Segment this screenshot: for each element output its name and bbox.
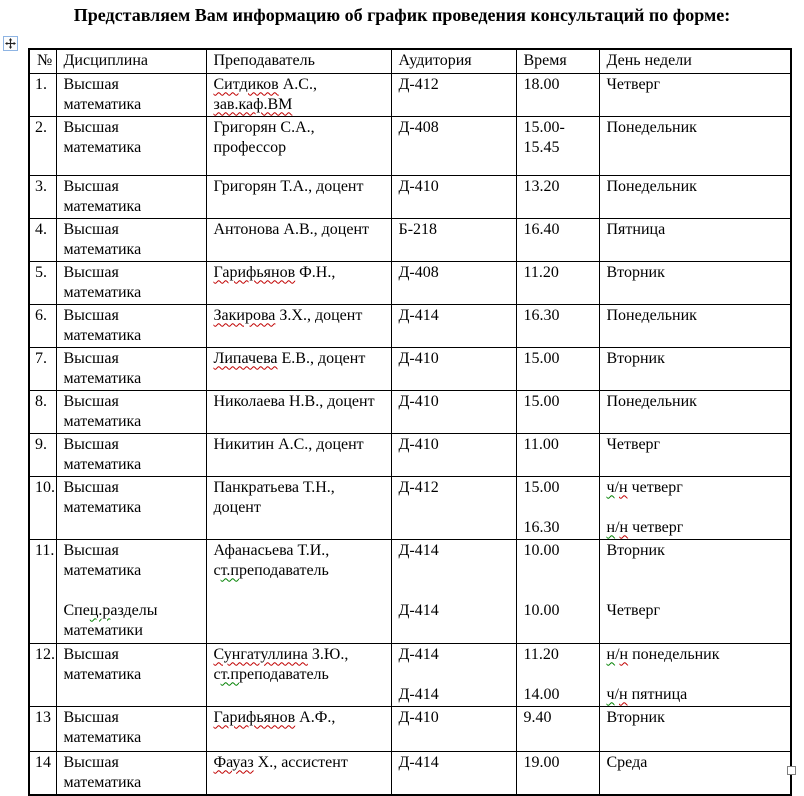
cell-num[interactable] bbox=[29, 347, 56, 390]
cell-discipline[interactable] bbox=[56, 261, 206, 304]
cell-discipline[interactable] bbox=[56, 175, 206, 218]
cell-line: математика bbox=[63, 728, 142, 746]
row-number: 13 bbox=[35, 708, 51, 726]
cell-discipline[interactable] bbox=[56, 433, 206, 476]
text-segment: З.Х., доцент bbox=[275, 306, 363, 324]
column-header-2[interactable]: Преподаватель bbox=[206, 49, 391, 73]
cell-line bbox=[214, 75, 387, 95]
text-segment: Ф.Н., bbox=[295, 263, 336, 281]
cell-time[interactable] bbox=[516, 390, 599, 433]
cell-line: Д-410 bbox=[398, 435, 439, 453]
cell-time[interactable] bbox=[516, 347, 599, 390]
column-header-1[interactable]: Дисциплина bbox=[56, 49, 206, 73]
row-number: 5. bbox=[35, 263, 47, 281]
spellcheck-marked-text: Липачева bbox=[213, 349, 278, 367]
column-header-3[interactable]: Аудитория bbox=[391, 49, 516, 73]
text-segment: четверг bbox=[628, 518, 684, 536]
cell-line bbox=[399, 665, 512, 685]
cell-room[interactable] bbox=[391, 539, 516, 643]
cell-day[interactable] bbox=[599, 433, 791, 476]
row-number: 8. bbox=[35, 392, 47, 410]
cell-line bbox=[214, 665, 387, 685]
spellcheck-marked-text: Сунгатуллина bbox=[213, 645, 308, 663]
cell-time[interactable] bbox=[516, 218, 599, 261]
cell-line: Высшая bbox=[63, 645, 119, 663]
cell-line: математика bbox=[63, 283, 142, 301]
cell-discipline[interactable] bbox=[56, 390, 206, 433]
cell-line: Николаева Н.В., доцент bbox=[213, 392, 375, 410]
cell-line: математика bbox=[63, 498, 142, 516]
cell-line: математика bbox=[63, 138, 142, 156]
cell-line: Высшая bbox=[63, 478, 119, 496]
cell-line: математики bbox=[63, 621, 143, 639]
row-number: 14 bbox=[35, 753, 51, 771]
cell-line: Высшая bbox=[63, 220, 119, 238]
cell-line: математика bbox=[63, 665, 142, 683]
cell-line bbox=[214, 708, 387, 728]
text-segment: Е.В., доцент bbox=[277, 349, 366, 367]
cell-line bbox=[214, 306, 387, 326]
cell-line bbox=[607, 518, 787, 538]
cell-line bbox=[214, 95, 387, 115]
cell-day[interactable] bbox=[599, 73, 791, 116]
row-number: 6. bbox=[35, 306, 47, 324]
consultation-schedule-table bbox=[28, 48, 792, 796]
cell-line bbox=[214, 561, 387, 581]
row-number: 7. bbox=[35, 349, 47, 367]
table-row bbox=[29, 390, 791, 433]
cell-line: Высшая bbox=[63, 263, 119, 281]
cell-line: Д-414 bbox=[398, 306, 439, 324]
cell-line bbox=[399, 561, 512, 581]
cell-teacher[interactable] bbox=[206, 218, 391, 261]
cell-line: 11.20 bbox=[523, 263, 559, 281]
cell-time[interactable] bbox=[516, 261, 599, 304]
cell-line: Д-410 bbox=[398, 349, 439, 367]
cell-line: 16.40 bbox=[523, 220, 560, 238]
spellcheck-marked-text: н bbox=[619, 685, 628, 703]
cell-num[interactable] bbox=[29, 261, 56, 304]
cell-room[interactable] bbox=[391, 390, 516, 433]
text-segment: четверг bbox=[627, 478, 683, 496]
cell-line: математика bbox=[63, 240, 142, 258]
table-move-handle[interactable] bbox=[3, 36, 18, 51]
cell-teacher[interactable] bbox=[206, 476, 391, 539]
cell-line: Пятница bbox=[606, 220, 666, 238]
cell-line: Никитин А.С., доцент bbox=[213, 435, 364, 453]
cell-num[interactable] bbox=[29, 539, 56, 643]
table-row bbox=[29, 476, 791, 539]
cell-room[interactable] bbox=[391, 643, 516, 706]
cell-day[interactable] bbox=[599, 116, 791, 175]
column-header-0[interactable]: № bbox=[29, 49, 56, 73]
cell-time[interactable] bbox=[516, 539, 599, 643]
cell-line: 18.00 bbox=[523, 75, 560, 93]
cell-room[interactable] bbox=[391, 476, 516, 539]
text-segment: Спе bbox=[63, 601, 90, 619]
text-segment: азделы bbox=[110, 601, 158, 619]
cell-room[interactable] bbox=[391, 73, 516, 116]
spellcheck-marked-text: Закирова bbox=[213, 306, 276, 324]
cell-line bbox=[607, 665, 787, 685]
cell-teacher[interactable] bbox=[206, 706, 391, 751]
cell-day[interactable] bbox=[599, 476, 791, 539]
cell-line: Вторник bbox=[606, 541, 665, 559]
cell-line: 11.00 bbox=[523, 435, 559, 453]
cell-teacher[interactable] bbox=[206, 390, 391, 433]
cell-num[interactable] bbox=[29, 116, 56, 175]
text-segment: А.С., bbox=[278, 75, 317, 93]
cell-line: 19.00 bbox=[523, 753, 560, 771]
cell-line: 10.00 bbox=[523, 601, 560, 619]
cell-line bbox=[524, 581, 595, 601]
cell-line bbox=[607, 645, 787, 665]
cell-num[interactable] bbox=[29, 751, 56, 795]
cell-day[interactable] bbox=[599, 539, 791, 643]
cell-line: Понедельник bbox=[606, 118, 697, 136]
table-row bbox=[29, 751, 791, 795]
text-segment: понедельник bbox=[628, 645, 720, 663]
cell-teacher[interactable] bbox=[206, 261, 391, 304]
cell-line bbox=[214, 645, 387, 665]
cell-line bbox=[607, 685, 787, 705]
cell-day[interactable] bbox=[599, 347, 791, 390]
table-row bbox=[29, 116, 791, 175]
cell-line bbox=[524, 498, 595, 518]
cell-time[interactable] bbox=[516, 433, 599, 476]
text-segment: Х., ассистент bbox=[253, 753, 348, 771]
text-segment: / bbox=[614, 478, 619, 496]
row-number: 2. bbox=[35, 118, 47, 136]
table-row bbox=[29, 73, 791, 116]
text-segment: реподаватель bbox=[238, 665, 329, 683]
row-number: 11. bbox=[35, 541, 55, 559]
cell-line bbox=[64, 581, 202, 601]
cell-num[interactable] bbox=[29, 73, 56, 116]
cell-line: Высшая bbox=[63, 392, 119, 410]
cell-line: Вторник bbox=[606, 708, 665, 726]
table-row bbox=[29, 706, 791, 751]
row-number: 10. bbox=[35, 478, 55, 496]
cell-day[interactable] bbox=[599, 390, 791, 433]
cell-line: Четверг bbox=[606, 601, 661, 619]
cell-time[interactable] bbox=[516, 116, 599, 175]
cell-line bbox=[214, 263, 387, 283]
cell-time[interactable] bbox=[516, 304, 599, 347]
cell-line: Д-408 bbox=[398, 263, 439, 281]
row-number: 3. bbox=[35, 177, 47, 195]
cell-room[interactable] bbox=[391, 347, 516, 390]
cell-line: 14.00 bbox=[523, 685, 560, 703]
spellcheck-marked-text: н bbox=[619, 478, 628, 496]
spellcheck-marked-text: Ситдиков bbox=[213, 75, 279, 93]
spellcheck-marked-text: Гарифьянов bbox=[213, 708, 296, 726]
cell-room[interactable] bbox=[391, 218, 516, 261]
cell-time[interactable] bbox=[516, 706, 599, 751]
cell-line: Понедельник bbox=[606, 392, 697, 410]
cell-time[interactable] bbox=[516, 476, 599, 539]
cell-line: математика bbox=[63, 561, 142, 579]
row-number: 4. bbox=[35, 220, 47, 238]
table-row bbox=[29, 433, 791, 476]
cell-line: Антонова А.В., доцент bbox=[213, 220, 369, 238]
cell-room[interactable] bbox=[391, 261, 516, 304]
cell-num[interactable] bbox=[29, 706, 56, 751]
cell-line: Понедельник bbox=[606, 177, 697, 195]
cell-teacher[interactable] bbox=[206, 175, 391, 218]
cell-line: Высшая bbox=[63, 753, 119, 771]
cell-discipline[interactable] bbox=[56, 218, 206, 261]
cell-line bbox=[524, 665, 595, 685]
cell-line: Четверг bbox=[606, 435, 661, 453]
cell-line: Д-410 bbox=[398, 392, 439, 410]
cell-num[interactable] bbox=[29, 218, 56, 261]
page-title[interactable]: Представляем Вам информацию об график проведения консультаций по форме: bbox=[73, 5, 731, 25]
cell-teacher[interactable] bbox=[206, 73, 391, 116]
cell-day[interactable] bbox=[599, 706, 791, 751]
cell-line: Панкратьева Т.Н., bbox=[213, 478, 335, 496]
cell-line: Д-414 bbox=[398, 645, 439, 663]
cell-line: Д-414 bbox=[398, 601, 439, 619]
cell-line: 16.30 bbox=[523, 306, 560, 324]
cell-room[interactable] bbox=[391, 433, 516, 476]
cell-line: Четверг bbox=[606, 75, 661, 93]
cell-line: Д-412 bbox=[398, 478, 439, 496]
column-header-5[interactable]: День недели bbox=[599, 49, 791, 73]
cell-teacher[interactable] bbox=[206, 116, 391, 175]
cell-line bbox=[64, 601, 202, 621]
cell-teacher[interactable] bbox=[206, 433, 391, 476]
cell-line bbox=[607, 478, 787, 498]
cell-line: Д-414 bbox=[398, 685, 439, 703]
cell-line: Д-410 bbox=[398, 708, 439, 726]
spellcheck-marked-text: н bbox=[619, 518, 629, 536]
cell-line: Высшая bbox=[63, 177, 119, 195]
cell-line: математика bbox=[63, 455, 142, 473]
row-number: 12. bbox=[35, 645, 55, 663]
cell-line: 16.30 bbox=[523, 518, 560, 536]
text-segment: / bbox=[614, 685, 619, 703]
spellcheck-marked-text: ч bbox=[606, 685, 615, 703]
cell-line bbox=[214, 753, 387, 773]
cell-line bbox=[607, 581, 787, 601]
cell-line: Вторник bbox=[606, 263, 665, 281]
cell-teacher[interactable] bbox=[206, 347, 391, 390]
cell-teacher[interactable] bbox=[206, 539, 391, 643]
cell-line bbox=[214, 283, 387, 303]
cell-num[interactable] bbox=[29, 175, 56, 218]
cell-discipline[interactable] bbox=[56, 476, 206, 539]
cell-day[interactable] bbox=[599, 218, 791, 261]
table-row bbox=[29, 175, 791, 218]
cell-line: Понедельник bbox=[606, 306, 697, 324]
cell-num[interactable] bbox=[29, 390, 56, 433]
spellcheck-marked-text: т.п bbox=[220, 665, 239, 683]
table-row bbox=[29, 347, 791, 390]
cell-line: Высшая bbox=[63, 75, 119, 93]
cell-line: математика bbox=[63, 95, 142, 113]
cell-discipline[interactable] bbox=[56, 706, 206, 751]
cell-line: Д-408 bbox=[398, 118, 439, 136]
spellcheck-marked-text: н bbox=[606, 518, 616, 536]
cell-line bbox=[399, 581, 512, 601]
text-segment: / bbox=[615, 645, 620, 663]
table-header-row bbox=[29, 49, 791, 73]
cell-line: математика bbox=[63, 197, 142, 215]
cell-discipline[interactable] bbox=[56, 116, 206, 175]
cell-time[interactable] bbox=[516, 751, 599, 795]
cell-line: 10.00 bbox=[523, 541, 560, 559]
table-row bbox=[29, 261, 791, 304]
spellcheck-marked-text: Фауаз bbox=[213, 753, 254, 771]
cell-discipline[interactable] bbox=[56, 347, 206, 390]
cell-line: математика bbox=[63, 412, 142, 430]
row-number: 1. bbox=[35, 75, 47, 93]
cell-discipline[interactable] bbox=[56, 304, 206, 347]
cell-room[interactable] bbox=[391, 304, 516, 347]
cell-line: Григорян Т.А., доцент bbox=[213, 177, 364, 195]
cell-line: Д-410 bbox=[398, 177, 439, 195]
cell-day[interactable] bbox=[599, 751, 791, 795]
text-segment: реподаватель bbox=[238, 561, 329, 579]
cell-line: Высшая bbox=[63, 435, 119, 453]
table-row bbox=[29, 304, 791, 347]
cell-line: 15.00 bbox=[523, 478, 560, 496]
cell-day[interactable] bbox=[599, 643, 791, 706]
table-row bbox=[29, 539, 791, 643]
table-row bbox=[29, 218, 791, 261]
cell-line: доцент bbox=[213, 498, 261, 516]
cell-time[interactable] bbox=[516, 175, 599, 218]
cell-num[interactable] bbox=[29, 643, 56, 706]
spellcheck-marked-text: зав.каф.ВМ bbox=[213, 95, 293, 113]
cell-line: 13.20 bbox=[523, 177, 560, 195]
cell-line: Б-218 bbox=[398, 220, 438, 238]
cell-line: 15.00- bbox=[523, 118, 565, 136]
cell-time[interactable] bbox=[516, 643, 599, 706]
cell-line: Афанасьева Т.И., bbox=[213, 541, 330, 559]
spellcheck-marked-text: т.п bbox=[220, 561, 239, 579]
cell-discipline[interactable] bbox=[56, 539, 206, 643]
cell-line: 9.40 bbox=[523, 708, 552, 726]
move-arrows-icon bbox=[5, 38, 16, 49]
cell-room[interactable] bbox=[391, 706, 516, 751]
cell-line: 15.00 bbox=[523, 392, 560, 410]
cell-line: Д-412 bbox=[398, 75, 439, 93]
cell-line: Д-414 bbox=[398, 541, 439, 559]
cell-num[interactable] bbox=[29, 304, 56, 347]
cell-teacher[interactable] bbox=[206, 304, 391, 347]
cell-line bbox=[214, 349, 387, 369]
spellcheck-marked-text: н bbox=[619, 645, 629, 663]
cell-teacher[interactable] bbox=[206, 643, 391, 706]
text-segment: / bbox=[615, 518, 620, 536]
spellcheck-marked-text: ц.р bbox=[89, 601, 111, 619]
cell-day[interactable] bbox=[599, 304, 791, 347]
text-segment: пятница bbox=[627, 685, 688, 703]
cell-discipline[interactable] bbox=[56, 643, 206, 706]
cell-line: 11.20 bbox=[523, 645, 559, 663]
table-row bbox=[29, 643, 791, 706]
table-resize-handle[interactable] bbox=[787, 766, 796, 775]
cell-time[interactable] bbox=[516, 73, 599, 116]
cell-num[interactable] bbox=[29, 433, 56, 476]
cell-line bbox=[524, 561, 595, 581]
cell-line: Д-414 bbox=[398, 753, 439, 771]
cell-day[interactable] bbox=[599, 175, 791, 218]
text-segment: с bbox=[213, 665, 221, 683]
spellcheck-marked-text: Гарифьянов bbox=[213, 263, 296, 281]
cell-discipline[interactable] bbox=[56, 73, 206, 116]
cell-line: Высшая bbox=[63, 708, 119, 726]
cell-line: Григорян С.А., bbox=[213, 118, 315, 136]
cell-line: 15.45 bbox=[523, 138, 560, 156]
column-header-4[interactable]: Время bbox=[516, 49, 599, 73]
text-segment: с bbox=[213, 561, 221, 579]
row-number: 9. bbox=[35, 435, 47, 453]
cell-line: Высшая bbox=[63, 118, 119, 136]
cell-line bbox=[607, 561, 787, 581]
cell-line bbox=[214, 728, 387, 748]
cell-line: математика bbox=[63, 369, 142, 387]
cell-line: математика bbox=[63, 773, 142, 791]
text-segment: З.Ю., bbox=[307, 645, 349, 663]
cell-room[interactable] bbox=[391, 175, 516, 218]
cell-line: Высшая bbox=[63, 306, 119, 324]
cell-line: Высшая bbox=[63, 349, 119, 367]
cell-line: Среда bbox=[606, 753, 648, 771]
spellcheck-marked-text: н bbox=[606, 645, 616, 663]
spellcheck-marked-text: ч bbox=[606, 478, 615, 496]
cell-line: математика bbox=[63, 326, 142, 344]
cell-line: профессор bbox=[213, 138, 287, 156]
cell-discipline[interactable] bbox=[56, 751, 206, 795]
cell-room[interactable] bbox=[391, 751, 516, 795]
cell-line: 15.00 bbox=[523, 349, 560, 367]
cell-line: Высшая bbox=[63, 541, 119, 559]
cell-day[interactable] bbox=[599, 261, 791, 304]
cell-room[interactable] bbox=[391, 116, 516, 175]
cell-teacher[interactable] bbox=[206, 751, 391, 795]
cell-line bbox=[607, 498, 787, 518]
text-segment: А.Ф., bbox=[295, 708, 336, 726]
cell-line: Вторник bbox=[606, 349, 665, 367]
cell-num[interactable] bbox=[29, 476, 56, 539]
